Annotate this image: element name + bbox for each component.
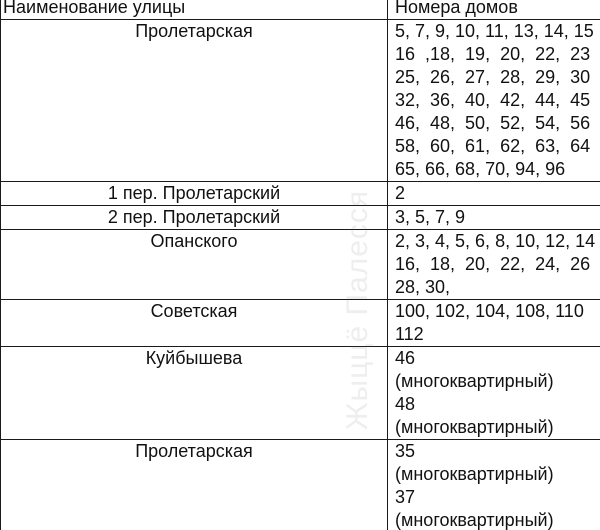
street-name-cell: Куйбышева (1, 347, 388, 440)
street-name-cell: Опанского (1, 230, 388, 300)
table-row (1, 182, 600, 206)
street-name-cell: 1 пер. Пролетарский (1, 182, 388, 206)
house-numbers-cell: 5, 7, 9, 10, 11, 13, 14, 15 16 ,18, 19, 20, 22, 23 25, 26, 27, 28, 29, 30 32, 36, 40, 42, 44, 45 46, 48, 50, 52, 54, 56 58, 60, 61, 62, 63, 64 65, 66, 68, 70, 94, 96 (388, 20, 600, 182)
table-row (1, 347, 600, 440)
house-numbers-cell: 100, 102, 104, 108, 110 112 (388, 300, 600, 347)
street-name-cell: 2 пер. Пролетарский (1, 206, 388, 230)
house-numbers-cell: 2, 3, 4, 5, 6, 8, 10, 12, 14 16, 18, 20, 22, 24, 26 28, 30, (388, 230, 600, 300)
table-row (1, 20, 600, 182)
house-numbers-cell: 35 (многоквартирный) 37 (многоквартирный) (388, 440, 600, 530)
table-row (1, 230, 600, 300)
header-house-numbers: Номера домов (388, 0, 600, 20)
header-street-name: Наименование улицы (1, 0, 388, 20)
street-name-cell: Пролетарская (1, 440, 388, 530)
street-name-cell: Советская (1, 300, 388, 347)
table-row (1, 206, 600, 230)
table-header-row (1, 0, 600, 20)
house-numbers-cell: 2 (388, 182, 600, 206)
house-numbers-cell: 3, 5, 7, 9 (388, 206, 600, 230)
table-row (1, 300, 600, 347)
watermark: Жыццё Палесся (341, 189, 374, 431)
street-name-cell: Пролетарская (1, 20, 388, 182)
house-numbers-cell: 46 (многоквартирный) 48 (многоквартирный) (388, 347, 600, 440)
table-row (1, 440, 600, 530)
